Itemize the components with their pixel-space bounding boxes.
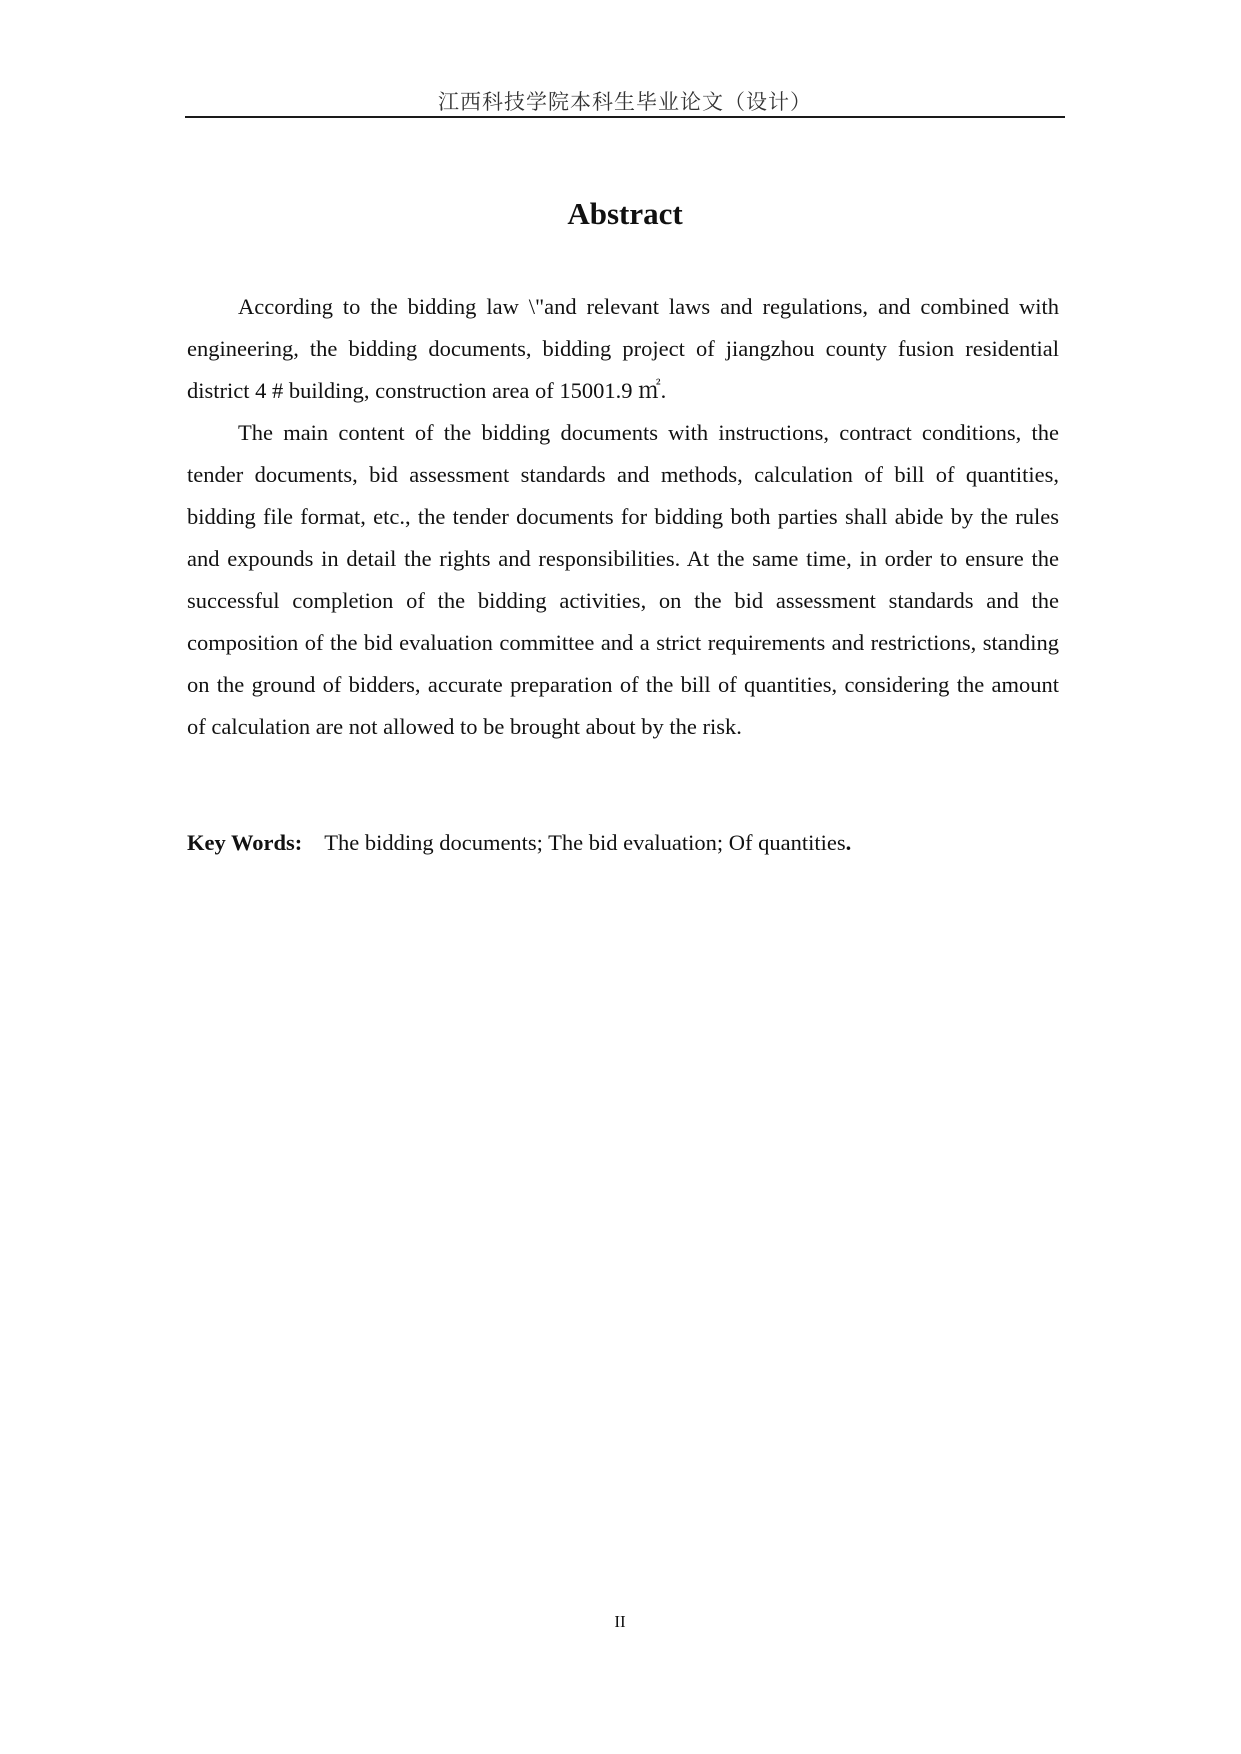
running-header: 江西科技学院本科生毕业论文（设计） (438, 90, 812, 114)
header-rule (185, 116, 1065, 118)
keywords-label: Key Words: (187, 830, 303, 855)
keywords-line (187, 822, 1059, 864)
abstract-body (187, 286, 1059, 748)
abstract-paragraph-2: The main content of the bidding documents with instructions, contract conditions, the tender documents, bid assessment standards and methods, calculation of bill of quantities, bidding file format, etc., the tender documents for bidding both parties shall abide by the rules and expounds in detail the rights and responsibilities. At the same time, in order to ensure the successful completion of the bidding activities, on the bid assessment standards and the composition of the bid evaluation committee and a strict requirements and restrictions, standing on the ground of bidders, accurate preparation of the bill of quantities, considering the amount of calculation are not allowed to be brought about by the risk. (187, 420, 1059, 739)
page-number: II (614, 1612, 626, 1631)
page-title: Abstract (567, 196, 683, 231)
abstract-paragraph-1: According to the bidding law \"and relevant laws and regulations, and combined with engineering, the bidding documents, bidding project of jiangzhou county fusion residential district 4 # building, construction area of 15001.9 ㎡. (187, 294, 1059, 403)
keywords-text: The bidding documents; The bid evaluation; Of quantities (324, 830, 846, 855)
keywords-period: . (845, 830, 852, 855)
